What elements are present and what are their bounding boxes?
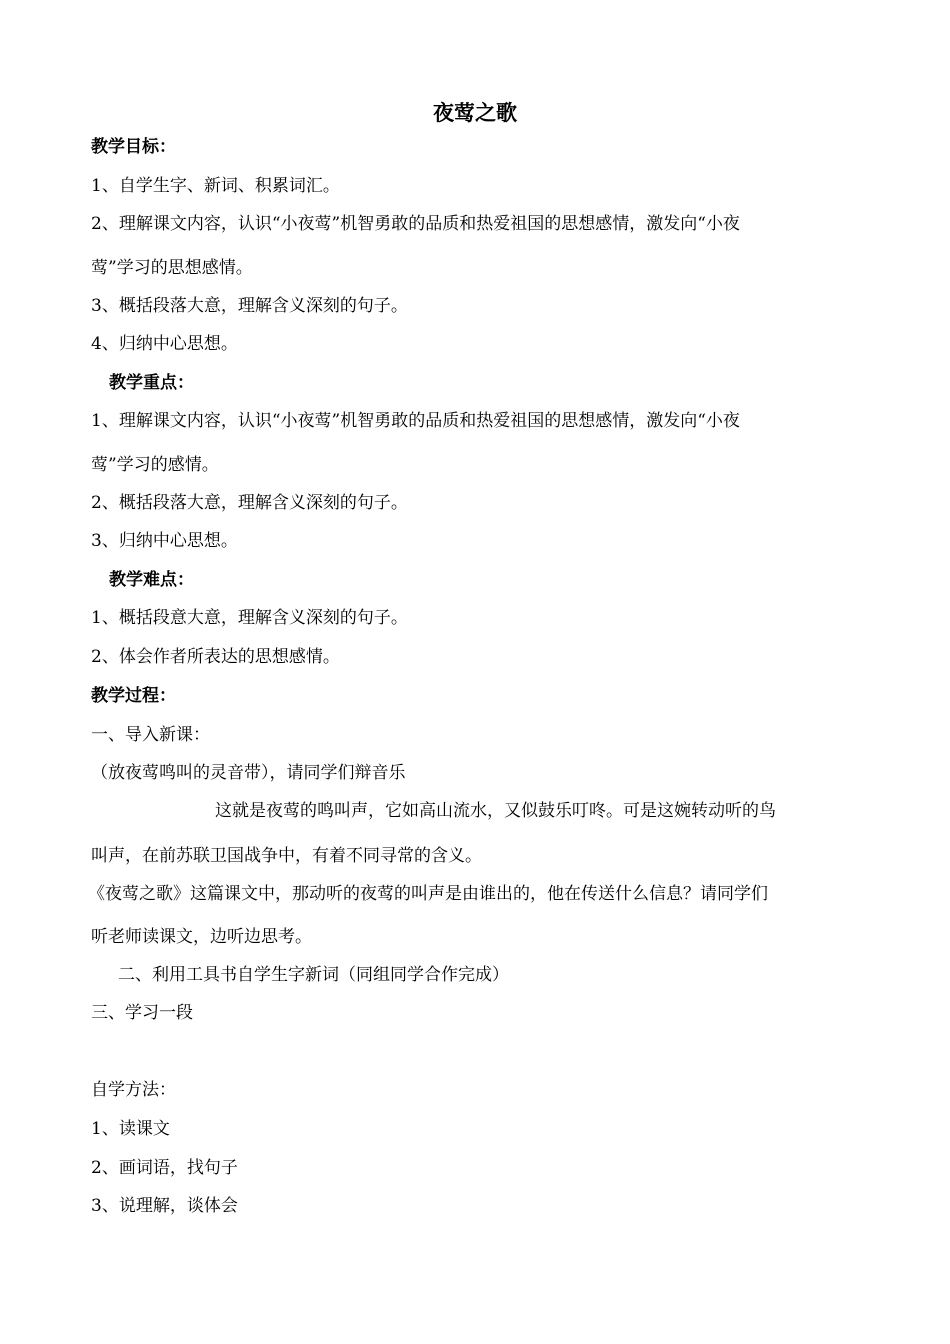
process-line: 叫声，在前苏联卫国战争中，有着不同寻常的含义。 [91,846,482,866]
process-heading: 教学过程： [91,686,176,706]
difficulty-item: 1、概括段意大意，理解含义深刻的句子。 [91,608,408,628]
process-line: 一、导入新课： [91,725,210,745]
objective-item: 莺”学习的思想感情。 [91,258,253,278]
process-line: 三、学习一段 [91,1003,193,1023]
self-study-item: 3、说理解，谈体会 [91,1196,238,1216]
process-line: 《夜莺之歌》这篇课文中，那动听的夜莺的叫声是由谁出的，他在传送什么信息？请同学们 [88,884,768,904]
self-study-item: 1、读课文 [91,1119,170,1139]
objective-item: 3、概括段落大意，理解含义深刻的句子。 [91,296,408,316]
process-line: 听老师读课文，边听边思考。 [91,927,312,947]
objectives-heading: 教学目标： [91,137,176,157]
objective-item: 2、理解课文内容，认识“小夜莺”机智勇敢的品质和热爱祖国的思想感情，激发向“小夜 [91,214,740,234]
key-point-item: 2、概括段落大意，理解含义深刻的句子。 [91,493,408,513]
difficulty-item: 2、体会作者所表达的思想感情。 [91,647,340,667]
self-study-item: 2、画词语，找句子 [91,1158,238,1178]
key-point-item: 莺”学习的感情。 [91,455,219,475]
process-line: 这就是夜莺的鸣叫声，它如高山流水，又似鼓乐叮咚。可是这婉转动听的鸟 [215,801,776,821]
document-title: 夜莺之歌 [433,100,517,125]
self-study-heading: 自学方法： [91,1080,176,1100]
objective-item: 4、归纳中心思想。 [91,334,238,354]
key-point-item: 1、理解课文内容，认识“小夜莺”机智勇敢的品质和热爱祖国的思想感情，激发向“小夜 [91,411,740,431]
objective-item: 1、自学生字、新词、积累词汇。 [91,176,340,196]
difficulties-heading: 教学难点： [109,570,194,590]
key-points-heading: 教学重点： [109,373,194,393]
process-line: （放夜莺鸣叫的灵音带），请同学们辩音乐 [91,763,406,783]
key-point-item: 3、归纳中心思想。 [91,531,238,551]
process-line: 二、利用工具书自学生字新词（同组同学合作完成） [118,965,509,985]
